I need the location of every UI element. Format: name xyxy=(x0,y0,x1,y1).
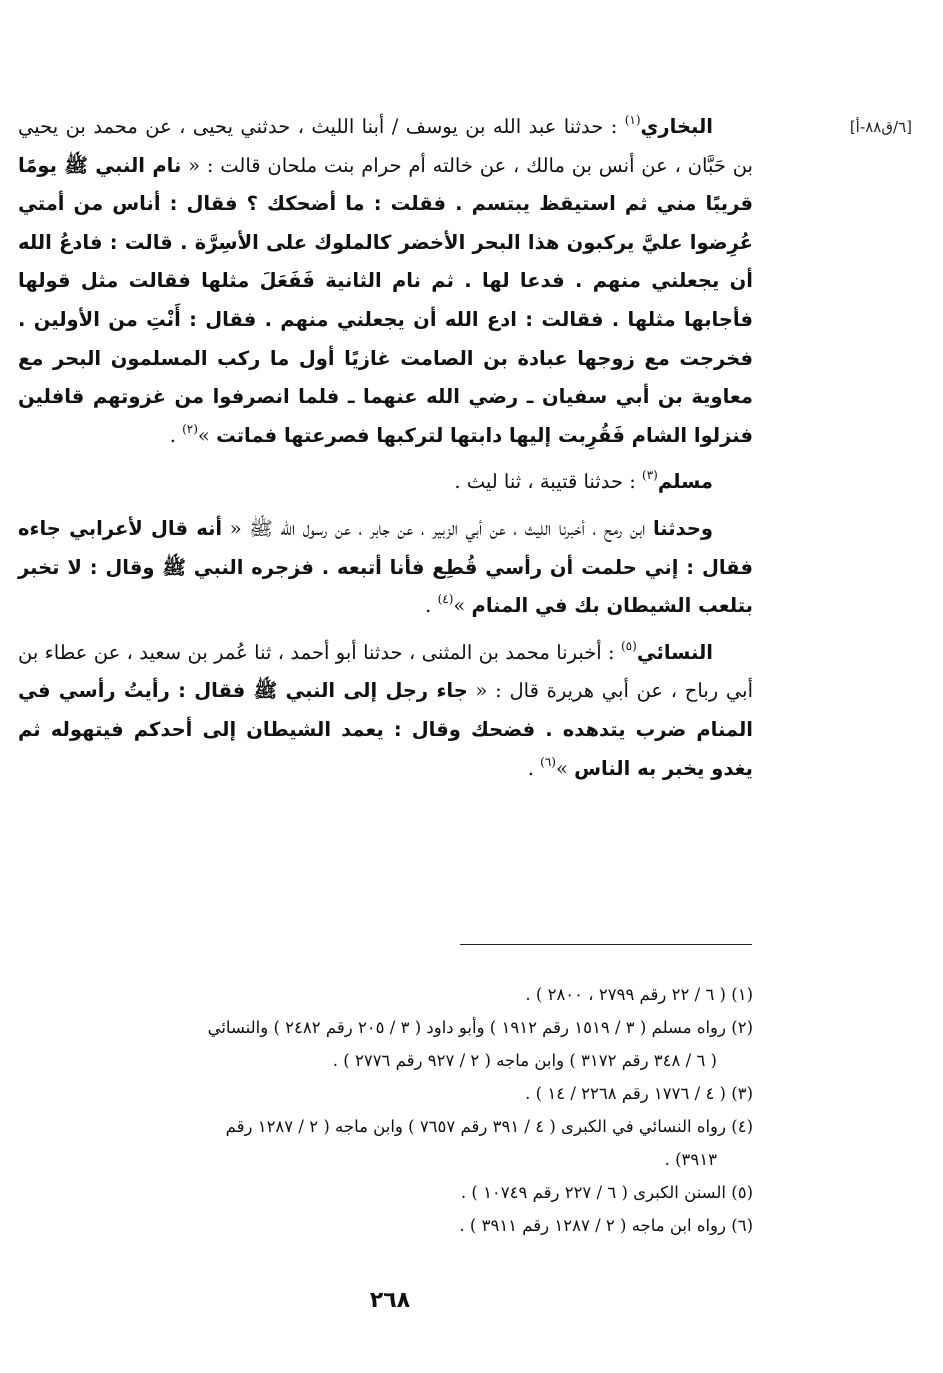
page-number: ٢٦٨ xyxy=(369,1288,411,1313)
footnote-6: (٦) رواه ابن ماجه ( ٢ / ١٢٨٧ رقم ٣٩١١ ) . xyxy=(459,1216,753,1235)
source-name: مسلم xyxy=(657,470,713,494)
footnote-ref: (٥) xyxy=(620,638,637,653)
hadith-text: أنه قال لأعرابي جاءه فقال : إني حلمت أن رأسي قُطِع فأنا أتبعه . فزجره النبي ﷺ وقال : لا تخبر بتلعب الشيطان بك في المنام xyxy=(18,516,753,618)
footnote-1: (١) ( ٦ / ٢٢ رقم ٢٧٩٩ ، ٢٨٠٠ ) . xyxy=(525,985,753,1004)
footnote-ref: (٣) xyxy=(642,468,658,483)
hadith-text: جاء رجل إلى النبي ﷺ فقال : رأيتُ رأسي في المنام ضرب يتدهده . فضحك وقال : يعمد الشيطان إلى أحدكم فيتهوله ثم يغدو يخبر به الناس xyxy=(18,679,753,780)
footnote-ref: (٦) xyxy=(540,754,556,769)
isnad-chain: : حدثنا عبد الله بن يوسف / أبنا الليث ، حدثني يحيى ، عن محمد بن يحيي بن حَبَّان ، عن أنس بن مالك ، عن خالته أم حرام بنت ملحان قالت : « xyxy=(18,115,753,177)
footnote-4: (٤) رواه النسائي في الكبرى ( ٤ / ٣٩١ رقم ٧٦٥٧ ) وابن ماجه ( ٢ / ١٢٨٧ رقم xyxy=(225,1117,753,1136)
paragraph-bukhari: البخاري$^{(١)}$ : حدثنا عبد الله بن يوسف / أبنا الليث ، حدثني يحيى ، عن محمد بن يحيي بن حَبَّان ، عن أنس بن مالك ، عن خالته أم حرام بنت ملحان قالت : « نام النبي ﷺ يومًا قريبًا مني ثم استيقظ يبتسم . فقلت : ما أضحكك ؟ فقال : أناس من أمتي عُرِضوا عليَّ يركبون هذا البحر الأخضر كالملوك على الأسِرَّة . قالت : فادعُ الله أن يجعلني منهم . فدعا لها . ثم نام الثانية فَفَعَلَ مثلها فقالت مثل قولها فأجابها مثلها . فقالت : ادع الله أن يجعلني منهم . فقال : أَنْتِ من الأولين . فخرجت مع زوجها عبادة بن الصامت غازيًا أول ما ركب المسلمون البحر مع معاوية بن أبي سفيان ـ رضي الله عنهما ـ فلما انصرفوا من غزوتهم قافلين فنزلوا الشام فَقُرِبت إليها دابتها لتركبها فصرعتها فماتت »$^{(٢)}$ . xyxy=(18,113,753,447)
main-text xyxy=(18,108,753,788)
paragraph-muslim-second: وحدثنا ابن رمح ، أخبرنا الليث ، عن أبي الزبير ، عن جابر ، عن رسول الله ﷺ « أنه قال لأعرابي جاءه فقال : إني حلمت أن رأسي قُطِع فأنا أتبعه . فزجره النبي ﷺ وقال : لا تخبر بتلعب الشيطان بك في المنام »$^{(٤)}$ . xyxy=(18,516,753,618)
source-name: البخاري xyxy=(640,115,713,138)
paragraph-nasai: النسائي$^{(٥)}$ : أخبرنا محمد بن المثنى ، حدثنا أبو أحمد ، ثنا عُمر بن سعيد ، عن عطاء بن أبي رباح ، عن أبي هريرة قال : « جاء رجل إلى النبي ﷺ فقال : رأيتُ رأسي في المنام ضرب يتدهده . فضحك وقال : يعمد الشيطان إلى أحدكم فيتهوله ثم يغدو يخبر به الناس »$^{(٦)}$ . xyxy=(18,638,753,780)
footnotes xyxy=(18,978,753,1242)
footnote-separator xyxy=(460,944,752,945)
footnote-2-continuation: ( ٦ / ٣٤٨ رقم ٣١٧٢ ) وابن ماجه ( ٢ / ٩٢٧ رقم ٢٧٧٦ ) . xyxy=(332,1051,717,1070)
footnote-4-continuation: ٣٩١٣) . xyxy=(664,1150,717,1169)
isnad-chain: : أخبرنا محمد بن المثنى ، حدثنا أبو أحمد ، ثنا عُمر بن سعيد ، عن عطاء بن أبي رباح ، عن أبي هريرة قال : « xyxy=(18,640,753,703)
footnote-2: (٢) رواه مسلم ( ٣ / ١٥١٩ رقم ١٩١٢ ) وأبو داود ( ٣ / ٢٠٥ رقم ٢٤٨٢ ) والنسائي xyxy=(207,1018,753,1037)
manuscript-folio-reference: [٦/ق٨٨-أ] xyxy=(849,118,912,136)
footnote-5: (٥) السنن الكبرى ( ٦ / ٢٢٧ رقم ١٠٧٤٩ ) . xyxy=(460,1183,753,1202)
footnote-ref: (٤) xyxy=(437,592,454,607)
source-name: النسائي xyxy=(636,640,713,664)
footnote-ref: (١) xyxy=(624,113,641,127)
footnote-3: (٣) ( ٤ / ١٧٧٦ رقم ٢٢٦٨ / ١٤ ) . xyxy=(525,1084,753,1103)
isnad-chain: ابن رمح ، أخبرنا الليث ، عن أبي الزبير ، عن جابر ، عن رسول الله ﷺ « xyxy=(222,516,653,540)
isnad-chain: : حدثنا قتيبة ، ثنا ليث . xyxy=(454,470,642,494)
chain-lead: وحدثنا xyxy=(652,516,713,540)
hadith-text: نام النبي ﷺ يومًا قريبًا مني ثم استيقظ يبتسم . فقلت : ما أضحكك ؟ فقال : أناس من أمتي عُرِضوا عليَّ يركبون هذا البحر الأخضر كالملوك على الأسِرَّة . قالت : فادعُ الله أن يجعلني منهم . فدعا لها . ثم نام الثانية فَفَعَلَ مثلها فقالت مثل قولها فأجابها مثلها . فقالت : ادع الله أن يجعلني منهم . فقال : أَنْتِ من الأولين . فخرجت مع زوجها عبادة بن الصامت غازيًا أول ما ركب المسلمون البحر مع معاوية بن أبي سفيان ـ رضي الله عنهما ـ فلما انصرفوا من غزوتهم قافلين فنزلوا الشام فَقُرِبت إليها دابتها لتركبها فصرعتها فماتت xyxy=(18,153,753,447)
paragraph-muslim xyxy=(18,463,753,502)
footnote-ref: (٢) xyxy=(182,421,198,436)
